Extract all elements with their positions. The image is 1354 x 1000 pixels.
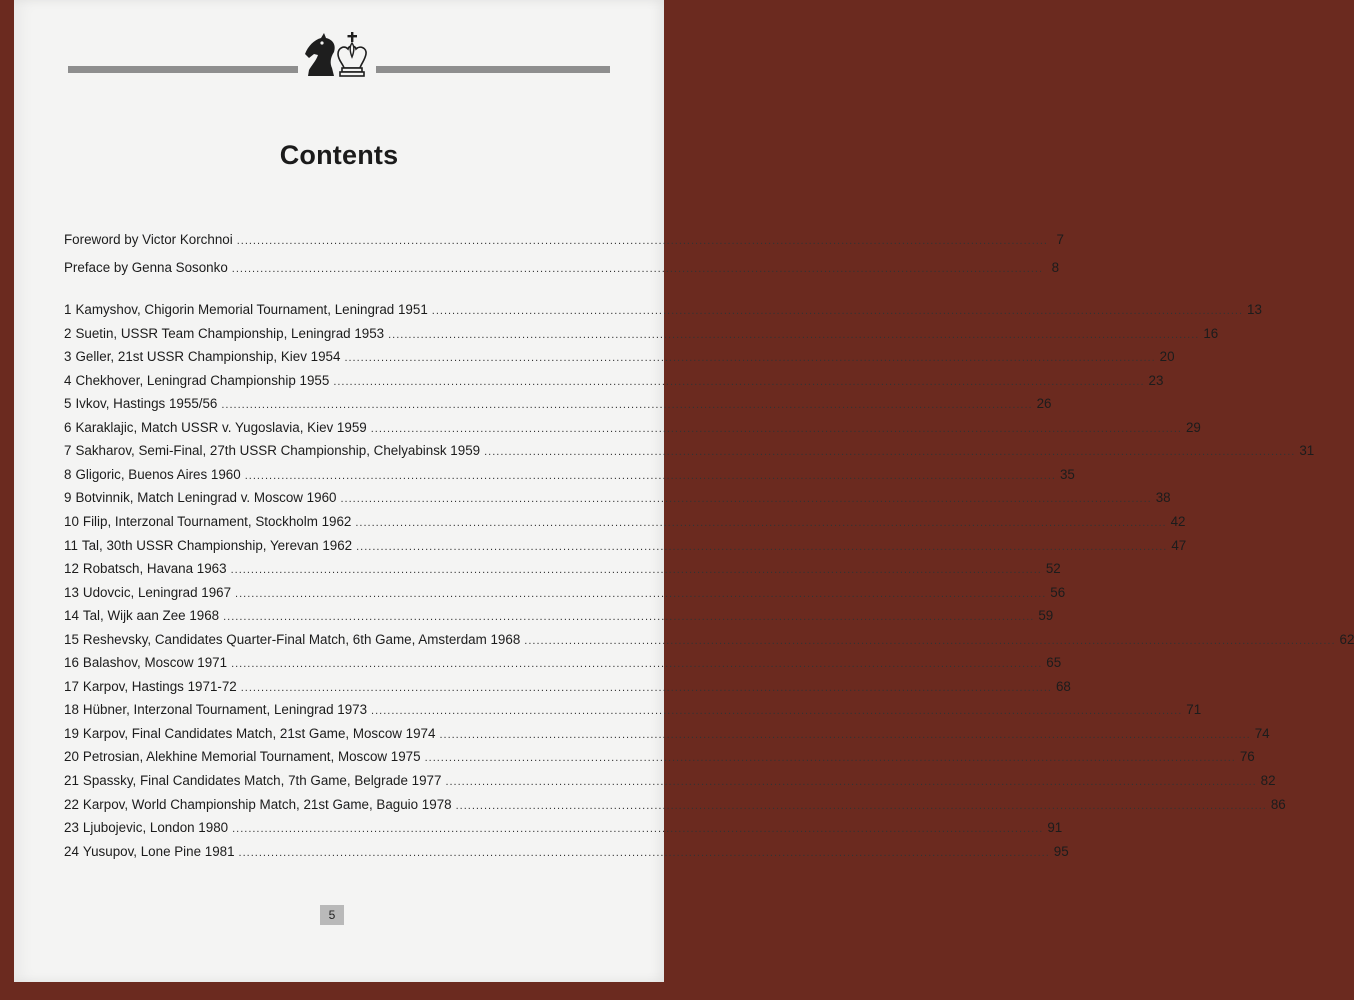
entry-page-number: 62 (1339, 631, 1354, 647)
toc-entry (64, 443, 1315, 463)
toc-entry (64, 325, 1219, 346)
dot-leader: ........................................................................................................................................................................................................ (244, 469, 1056, 482)
toc-entry (64, 584, 1066, 605)
toc-entry (64, 702, 1202, 722)
entry-page-number: 8 (1051, 260, 1060, 275)
dot-leader: ........................................................................................................................................................................................................ (230, 564, 1042, 577)
dot-leader: ........................................................................................................................................................................................................ (370, 422, 1182, 435)
entry-number: 13 (64, 584, 79, 600)
dot-leader: ........................................................................................................................................................................................................ (231, 658, 1043, 671)
entry-title: Sakharov, Semi-Final, 27th USSR Championship, Chelyabinsk 1959 (75, 443, 481, 459)
chess-emblem (300, 30, 374, 80)
entry-title: Geller, 21st USSR Championship, Kiev 1954 (75, 349, 341, 365)
entry-title: Robatsch, Havana 1963 (82, 561, 227, 577)
entry-title: Tal, Wijk aan Zee 1968 (82, 608, 220, 624)
entry-page-number: 26 (1036, 396, 1052, 412)
toc-entry (64, 631, 1354, 652)
entry-title: Karpov, World Championship Match, 21st Game, Baguio 1978 (82, 796, 452, 812)
entry-title: Chekhover, Leningrad Championship 1955 (75, 372, 330, 388)
toc-entry (64, 419, 1201, 440)
entry-title: Filip, Interzonal Tournament, Stockholm 1962 (82, 513, 352, 529)
dot-leader: ........................................................................................................................................................................................................ (223, 611, 1035, 624)
entry-number: 8 (64, 466, 72, 482)
entry-number: 24 (64, 843, 79, 859)
entry-title: Karpov, Final Candidates Match, 21st Game, Moscow 1974 (82, 725, 436, 741)
entry-title: Tal, 30th USSR Championship, Yerevan 1962 (81, 537, 353, 553)
entry-title: Petrosian, Alekhine Memorial Tournament, Moscow 1975 (82, 749, 421, 765)
entry-page-number: 47 (1171, 537, 1187, 553)
entry-number: 14 (64, 608, 79, 624)
toc-entry (64, 843, 1069, 864)
entry-page-number: 65 (1046, 655, 1062, 671)
entry-page-number: 95 (1053, 843, 1069, 859)
dot-leader: ........................................................................................................................................................................................................ (388, 328, 1200, 341)
entry-page-number: 13 (1247, 302, 1262, 317)
entry-number: 15 (64, 631, 79, 647)
dot-leader: ........................................................................................................................................................................................................ (236, 235, 1048, 247)
entry-title: Gligoric, Buenos Aires 1960 (75, 466, 241, 482)
entry-title: Udovcic, Leningrad 1967 (82, 584, 232, 600)
entry-title: Preface by Genna Sosonko (64, 260, 228, 275)
entry-title: Kamyshov, Chigorin Memorial Tournament, Leningrad 1951 (75, 302, 428, 317)
entry-title: Karpov, Hastings 1971-72 (82, 678, 237, 694)
entry-number: 9 (64, 490, 72, 506)
toc-entry (64, 678, 1071, 699)
entry-page-number: 31 (1299, 443, 1315, 459)
dot-leader: ........................................................................................................................................................................................................ (371, 705, 1183, 718)
entry-title: Spassky, Final Candidates Match, 7th Game, Belgrade 1977 (82, 773, 442, 788)
header-rule-right (376, 66, 610, 73)
dot-leader: ........................................................................................................................................................................................................ (455, 799, 1267, 812)
page-number: 5 (320, 905, 344, 925)
entry-page-number: 35 (1059, 466, 1075, 482)
toc-entry (64, 655, 1062, 675)
dot-leader: ........................................................................................................................................................................................................ (424, 752, 1236, 765)
toc-entry (64, 372, 1164, 393)
entry-number: 7 (64, 443, 72, 459)
dot-leader: ........................................................................................................................................................................................................ (524, 634, 1336, 647)
entry-number: 18 (64, 702, 79, 718)
dot-leader: ........................................................................................................................................................................................................ (231, 263, 1044, 275)
toc-entry (64, 561, 1061, 581)
entry-number: 10 (64, 513, 79, 529)
entry-number: 20 (64, 749, 79, 765)
dot-leader: ........................................................................................................................................................................................................ (344, 352, 1156, 365)
dot-leader: ........................................................................................................................................................................................................ (238, 846, 1050, 859)
entry-page-number: 82 (1260, 773, 1276, 788)
entry-page-number: 42 (1170, 513, 1186, 529)
book-page (14, 0, 1354, 982)
entry-number: 11 (64, 537, 78, 553)
toc-entry (64, 513, 1186, 534)
dot-leader: ........................................................................................................................................................................................................ (221, 399, 1033, 412)
entry-number: 19 (64, 725, 79, 741)
entry-title: Balashov, Moscow 1971 (82, 655, 228, 671)
entry-page-number: 7 (1056, 232, 1064, 247)
toc-entry (64, 349, 1175, 369)
toc-entry (64, 396, 1052, 416)
entry-title: Hübner, Interzonal Tournament, Leningrad 1973 (82, 702, 368, 718)
entry-page-number: 56 (1050, 584, 1066, 600)
page-title: Contents (279, 140, 399, 170)
toc-entry (64, 466, 1075, 487)
entry-number: 17 (64, 678, 79, 694)
dot-leader: ........................................................................................................................................................................................................ (439, 728, 1251, 741)
toc-entry (64, 260, 1060, 280)
dot-leader: ........................................................................................................................................................................................................ (333, 375, 1145, 388)
toc-entry (64, 608, 1054, 628)
toc-entry (64, 725, 1270, 746)
entry-title: Suetin, USSR Team Championship, Leningrad 1953 (75, 325, 385, 341)
entry-number: 22 (64, 796, 79, 812)
entry-page-number: 91 (1047, 820, 1063, 836)
entry-page-number: 59 (1038, 608, 1054, 624)
toc-entry (64, 773, 1276, 793)
toc-entry (64, 820, 1063, 840)
entry-number: 21 (64, 773, 79, 788)
entry-number: 12 (64, 561, 79, 577)
entry-page-number: 71 (1186, 702, 1202, 718)
entry-title: Karaklajic, Match USSR v. Yugoslavia, Kiev 1959 (75, 419, 367, 435)
entry-page-number: 16 (1203, 325, 1219, 341)
dot-leader: ........................................................................................................................................................................................................ (232, 823, 1044, 836)
entry-number: 16 (64, 655, 79, 671)
entry-title: Ivkov, Hastings 1955/56 (75, 396, 218, 412)
toc-entry (64, 232, 1064, 252)
entry-page-number: 52 (1045, 561, 1061, 577)
king-icon (338, 32, 366, 76)
entry-number: 3 (64, 349, 72, 365)
header-rule-left (68, 66, 298, 73)
dot-leader: ........................................................................................................................................................................................................ (355, 516, 1167, 529)
entry-page-number: 38 (1155, 490, 1171, 506)
toc-entry (64, 537, 1187, 558)
entry-number: 5 (64, 396, 72, 412)
entry-page-number: 74 (1254, 725, 1270, 741)
dot-leader: ........................................................................................................................................................................................................ (445, 776, 1257, 788)
dot-leader: ........................................................................................................................................................................................................ (484, 446, 1296, 459)
toc-entry (64, 796, 1286, 817)
toc-entry (64, 749, 1255, 769)
dot-leader: ........................................................................................................................................................................................................ (235, 587, 1047, 600)
toc-entry (64, 302, 1262, 322)
entry-title: Botvinnik, Match Leningrad v. Moscow 1960 (75, 490, 337, 506)
dot-leader: ........................................................................................................................................................................................................ (340, 493, 1152, 506)
dot-leader: ........................................................................................................................................................................................................ (240, 681, 1052, 694)
dot-leader: ........................................................................................................................................................................................................ (431, 305, 1244, 317)
entry-number: 23 (64, 820, 79, 836)
entry-title: Yusupov, Lone Pine 1981 (82, 843, 235, 859)
entry-page-number: 20 (1159, 349, 1175, 365)
entry-page-number: 29 (1185, 419, 1201, 435)
entry-page-number: 68 (1055, 678, 1071, 694)
entry-number: 1 (64, 302, 72, 317)
entry-page-number: 23 (1148, 372, 1164, 388)
entry-page-number: 76 (1239, 749, 1255, 765)
entry-title: Ljubojevic, London 1980 (82, 820, 229, 836)
entry-number: 2 (64, 325, 72, 341)
entry-number: 4 (64, 372, 72, 388)
entry-title: Foreword by Victor Korchnoi (64, 232, 233, 247)
entry-number: 6 (64, 419, 72, 435)
toc-entry (64, 490, 1171, 510)
entry-page-number: 86 (1270, 796, 1286, 812)
dot-leader: ........................................................................................................................................................................................................ (356, 540, 1168, 553)
entry-title: Reshevsky, Candidates Quarter-Final Match, 6th Game, Amsterdam 1968 (82, 631, 521, 647)
knight-icon (305, 33, 335, 76)
